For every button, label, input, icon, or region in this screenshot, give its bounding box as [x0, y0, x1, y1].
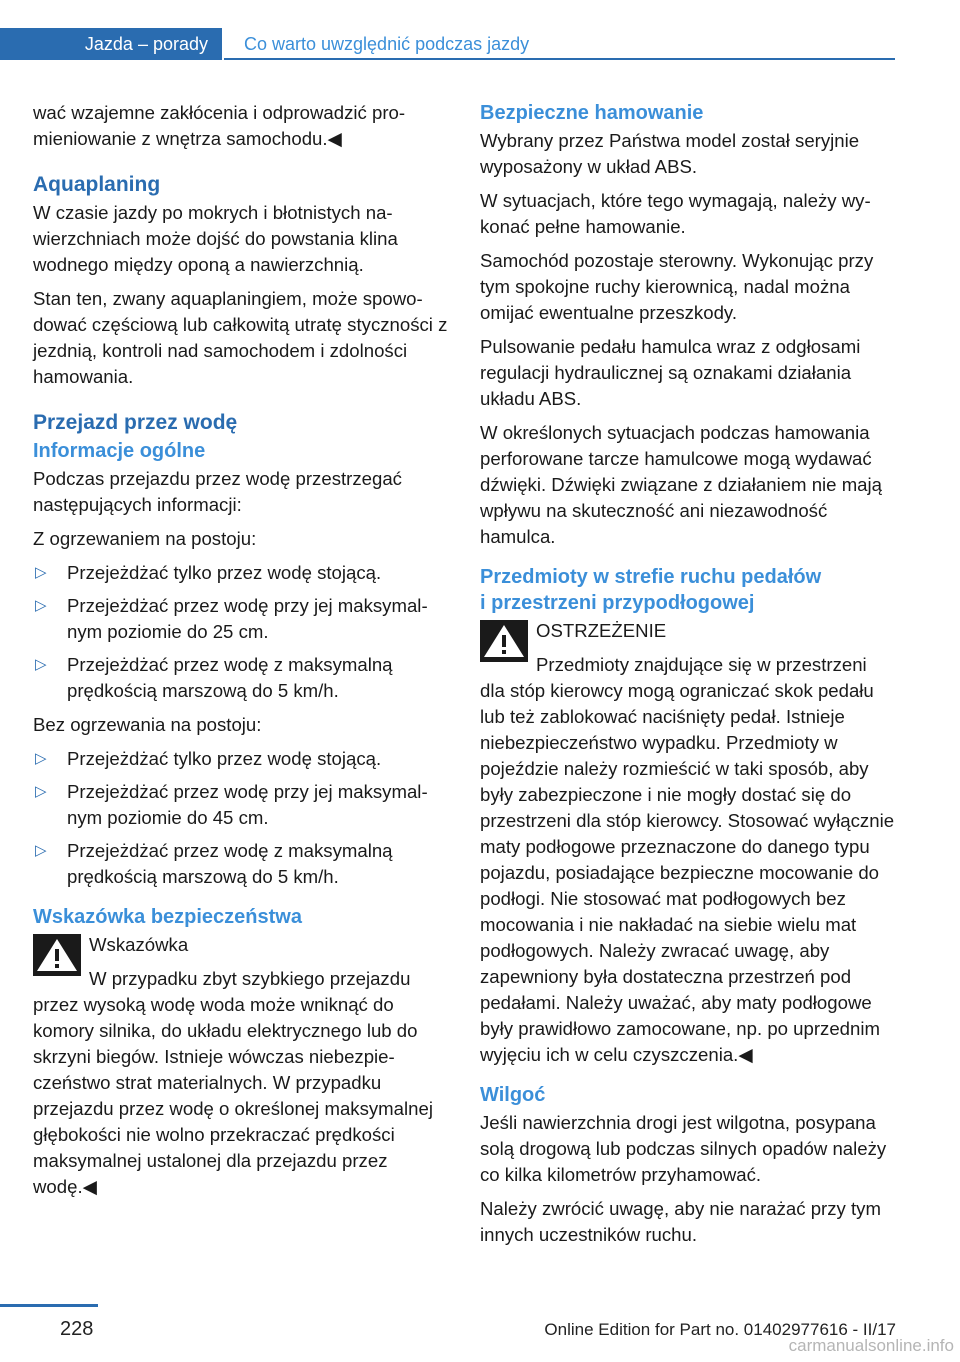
page-number: 228: [60, 1318, 94, 1340]
general-info-heading: Informacje ogólne: [33, 440, 206, 462]
triangle-bullet-icon: ▷: [35, 783, 47, 800]
pedals-warning: [480, 618, 895, 1068]
moisture-paragraph: Jeśli nawierzchnia drogi jest wilgotna, posypana solą drogową lub podczas silnych opadów należy co kilka kilometrów przyhamować.: [480, 1112, 887, 1185]
list-item: ▷ Przejeżdżać przez wodę przy jej maksymalnym poziomie do 25 cm.: [35, 595, 428, 642]
heated-label: Z ogrzewaniem na postoju:: [33, 528, 257, 549]
triangle-bullet-icon: ▷: [35, 564, 47, 581]
safety-notice: [33, 932, 448, 1200]
aquaplaning-paragraph: W czasie jazdy po mokrych i błotnistych nawierzchniach może dojść do powstania klina wodnego między oponą a nawierzchnią.: [33, 202, 398, 275]
watermark: carmanualsonline.info: [788, 1336, 954, 1355]
warning-triangle-icon: [480, 620, 528, 662]
breadcrumb: Co warto uwzględnić podczas jazdy: [244, 34, 530, 54]
unheated-label: Bez ogrzewania na postoju:: [33, 714, 262, 735]
moisture-paragraph: Należy zwrócić uwagę, aby nie narażać przy tym innych uczestników ruchu.: [480, 1198, 881, 1245]
heated-list: [33, 560, 448, 704]
edition-note: Online Edition for Part no. 01402977616 - II/17: [544, 1320, 896, 1339]
warning-text: Przedmioty znajdujące się w przestrzeni dla stóp kierowcy mogą ograniczać skok pedału lub też zablokować naciśnięty pedał. Istnieje niebezpieczeństwo wypadku. Przedmioty w pojeździe należy rozmieścić w taki sposób, aby były zabezpieczone i nie mogły dostać się do przestrzeni dla stóp kierowcy. Stosować wyłącznie maty podłogowe przeznaczone do danego typu pojazdu, posiadające bezpieczne mocowanie do podłogi. Nie stosować mat podłogowych bez mocowania i nie nakładać na siebie wielu mat podłogowych. Należy zwracać uwagę, aby zapewniony była dostateczna przestrzeń pod pedałami. Należy uważać, aby maty podłogowe były prawidłowo zamocowane, np. po uprzednim wyjęciu ich w celu czyszczenia.◀: [480, 654, 895, 1065]
water-paragraph: Podczas przejazdu przez wodę przestrzegać następujących informacji:: [33, 468, 402, 515]
triangle-bullet-icon: ▷: [35, 597, 47, 614]
triangle-bullet-icon: ▷: [35, 842, 47, 859]
water-heading: Przejazd przez wodę: [33, 411, 238, 434]
braking-paragraph: Pulsowanie pedału hamulca wraz z odgłosami regulacji hydraulicznej są oznakami działania układu ABS.: [480, 336, 861, 409]
triangle-bullet-icon: ▷: [35, 750, 47, 767]
right-column: [480, 100, 895, 1256]
warning-title: OSTRZEŻENIE: [536, 620, 667, 641]
pedals-heading: Przedmioty w strefie ruchu pedałów i przestrzeni przypodłogowej: [480, 566, 822, 614]
triangle-bullet-icon: ▷: [35, 656, 47, 673]
braking-paragraph: Wybrany przez Państwa model został seryjnie wyposażony w układ ABS.: [480, 130, 860, 177]
footer-divider: [0, 1304, 98, 1307]
left-column: [33, 100, 448, 1208]
list-item: ▷ Przejeżdżać tylko przez wodę stojącą.: [33, 746, 448, 772]
list-item: ▷ Przejeżdżać przez wodę przy jej maksymalnym poziomie do 45 cm.: [35, 781, 428, 828]
list-item: ▷ Przejeżdżać tylko przez wodę stojącą.: [33, 560, 448, 586]
intro-paragraph: wać wzajemne zakłócenia i odprowadzić promieniowanie z wnętrza samochodu.◀: [33, 102, 406, 149]
warning-triangle-icon: [33, 934, 81, 976]
header-tabs: [0, 28, 895, 60]
moisture-heading: Wilgoć: [480, 1084, 546, 1106]
braking-paragraph: W określonych sytuacjach podczas hamowania perforowane tarcze hamulcowe mogą wydawać dźwięki. Dźwięki związane z działaniem nie mają wpływu na skuteczność ani niezawodność hamulca.: [480, 422, 882, 547]
braking-paragraph: W sytuacjach, które tego wymagają, należy wykonać pełne hamowanie.: [480, 190, 871, 237]
list-item: ▷ Przejeżdżać przez wodę z maksymalną prędkością marszową do 5 km/h.: [35, 840, 393, 887]
section-tab: Jazda – porady: [0, 28, 222, 60]
aquaplaning-paragraph: Stan ten, zwany aquaplaningiem, może spowodować częściową lub całkowitą utratę styczności z jezdnią, kontroli nad samochodem i zdolności hamowania.: [33, 288, 448, 387]
safety-heading: Wskazówka bezpieczeństwa: [33, 906, 302, 928]
unheated-list: [33, 746, 448, 890]
header-divider: [224, 58, 895, 60]
aquaplaning-heading: Aquaplaning: [33, 173, 161, 196]
list-item: ▷ Przejeżdżać przez wodę z maksymalną prędkością marszową do 5 km/h.: [35, 654, 393, 701]
braking-paragraph: Samochód pozostaje sterowny. Wykonując przy tym spokojne ruchy kierownicą, nadal można omijać ewentualne przeszkody.: [480, 250, 874, 323]
notice-title: Wskazówka: [89, 934, 189, 955]
notice-text: W przypadku zbyt szybkiego przejazdu przez wysoką wodę woda może wniknąć do komory silnika, do układu elektrycznego lub do skrzyni biegów. Istnieje wówczas niebezpieczeństwo strat materialnych. W przypadku przejazdu przez wodę o określonej maksymalnej głębokości nie wolno przekraczać prędkości maksymalnej ustalonej dla przejazdu przez wodę.◀: [33, 968, 433, 1197]
braking-heading: Bezpieczne hamowanie: [480, 102, 704, 124]
